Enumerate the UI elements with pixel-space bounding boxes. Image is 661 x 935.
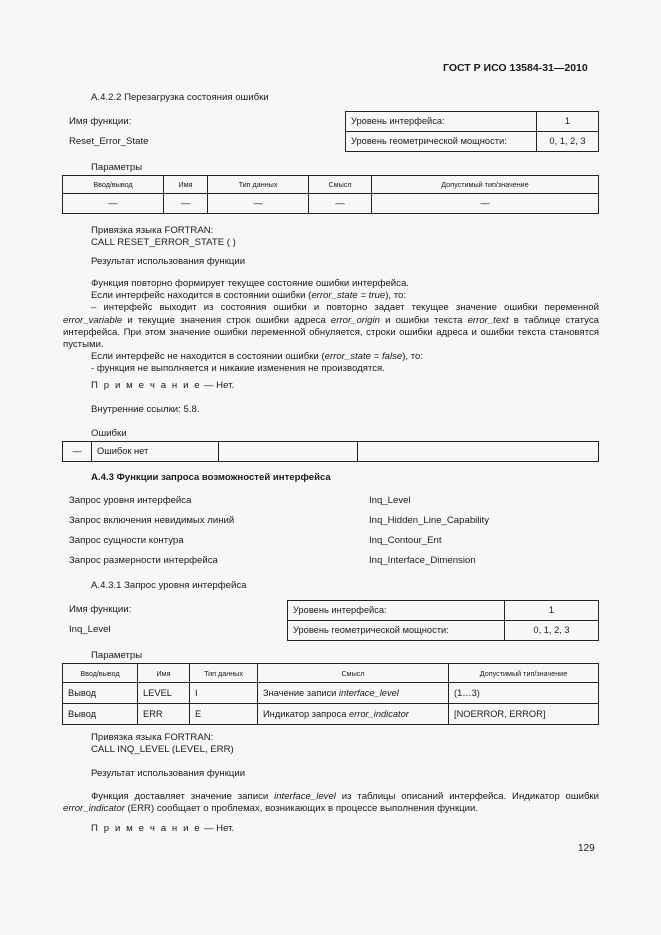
table-cell: Вывод [63,683,138,704]
column-header: Тип данных [208,176,309,194]
capability-description: Запрос уровня интерфейса [69,495,192,506]
fortran-binding-label: Привязка языка FORTRAN: [91,225,214,236]
table-cell: I [190,683,258,704]
geometric-level-value: 0, 1, 2, 3 [505,621,599,641]
function-description [63,791,599,815]
table-cell: ERR [138,704,190,725]
interface-level-value: 1 [505,601,599,621]
interface-level-label: Уровень интерфейса: [288,601,505,621]
table-cell: Вывод [63,704,138,725]
capability-description: Запрос включения невидимых линий [69,515,235,526]
geometric-level-label: Уровень геометрической мощности: [288,621,505,641]
description-line: Функция доставляет значение записи interface_level из таблицы описаний интерфейса. Индикатор ошибки error_indicator (ERR) сообщает о проблемах, возникающих в процессе выполнения функции. [63,791,599,815]
function-name-label: Имя функции: [69,604,132,615]
section-heading: А.4.3 Функции запроса возможностей интерфейса [91,472,331,483]
note: П р и м е ч а н и е — Нет. [91,380,235,391]
note: П р и м е ч а н и е — Нет. [91,823,235,834]
table-row [63,704,599,725]
fortran-binding-label: Привязка языка FORTRAN: [91,732,214,743]
capability-function-name: Inq_Level [369,495,411,506]
column-header: Допустимый тип/значение [372,176,599,194]
column-header: Тип данных [190,664,258,683]
description-line: - функция не выполняется и никакие изменения не производятся. [91,363,385,375]
capability-function-name: Inq_Hidden_Line_Capability [369,515,490,526]
table-cell: — [208,194,309,214]
description-line: Если интерфейс находится в состоянии ошибки (error_state = true), то: [91,290,407,302]
table-cell: Индикатор запроса error_indicator [258,704,449,725]
column-header: Имя [138,664,190,683]
column-header: Ввод/вывод [63,176,164,194]
parameters-table [62,663,599,725]
column-header: Имя [164,176,208,194]
capability-function-name: Inq_Contour_Ent [369,535,442,546]
table-cell [358,442,599,462]
description-line: Функция повторно формирует текущее состояние ошибки интерфейса. [91,278,409,289]
function-name-value: Inq_Level [69,624,111,635]
interface-level-value: 1 [537,112,599,132]
column-header: Смысл [309,176,372,194]
section-heading: А.4.3.1 Запрос уровня интерфейса [91,580,247,591]
capability-description: Запрос размерности интерфейса [69,555,218,566]
table-cell: — [63,194,164,214]
description-line: Если интерфейс не находится в состоянии ошибки (error_state = false), то: [91,351,424,363]
result-label: Результат использования функции [91,768,246,779]
table-cell: — [63,442,92,462]
table-cell: — [372,194,599,214]
parameters-table [62,175,599,214]
errors-label: Ошибки [91,428,127,439]
table-cell: LEVEL [138,683,190,704]
function-level-table [287,600,599,641]
column-header: Смысл [258,664,449,683]
table-cell: — [309,194,372,214]
fortran-call: CALL RESET_ERROR_STATE ( ) [91,237,236,248]
table-cell: Ошибок нет [92,442,219,462]
page-number: 129 [578,843,595,854]
table-cell [219,442,358,462]
column-header: Допустимый тип/значение [449,664,599,683]
geometric-level-label: Уровень геометрической мощности: [346,132,537,152]
internal-references: Внутренние ссылки: 5.8. [91,404,200,415]
parameters-label: Параметры [91,162,143,173]
section-heading: А.4.2.2 Перезагрузка состояния ошибки [91,92,269,103]
errors-table [62,441,599,462]
description-line: – интерфейс выходит из состояния ошибки и повторно задает текущее значение ошибки переменной error_variable и текущие значения строк ошибки адреса error_origin и ошибки текста error_text в таблице статуса интерфейса. При этом значение ошибки переменной обнуляется, строки ошибки адреса и ошибки текста становятся пустыми. [63,302,599,351]
table-cell: [NOERROR, ERROR] [449,704,599,725]
table-cell: Значение записи interface_level [258,683,449,704]
result-label: Результат использования функции [91,256,246,267]
capability-function-name: Inq_Interface_Dimension [369,555,476,566]
function-description [63,278,599,376]
table-row [63,683,599,704]
column-header: Ввод/вывод [63,664,138,683]
geometric-level-value: 0, 1, 2, 3 [537,132,599,152]
function-name-label: Имя функции: [69,116,132,127]
interface-level-label: Уровень интерфейса: [346,112,537,132]
document-standard-id: ГОСТ Р ИСО 13584-31—2010 [443,62,588,74]
table-cell: E [190,704,258,725]
capability-description: Запрос сущности контура [69,535,184,546]
function-level-table [345,111,599,152]
function-name-value: Reset_Error_State [69,136,149,147]
fortran-call: CALL INQ_LEVEL (LEVEL, ERR) [91,744,234,755]
table-cell: — [164,194,208,214]
table-cell: (1…3) [449,683,599,704]
parameters-label: Параметры [91,650,143,661]
